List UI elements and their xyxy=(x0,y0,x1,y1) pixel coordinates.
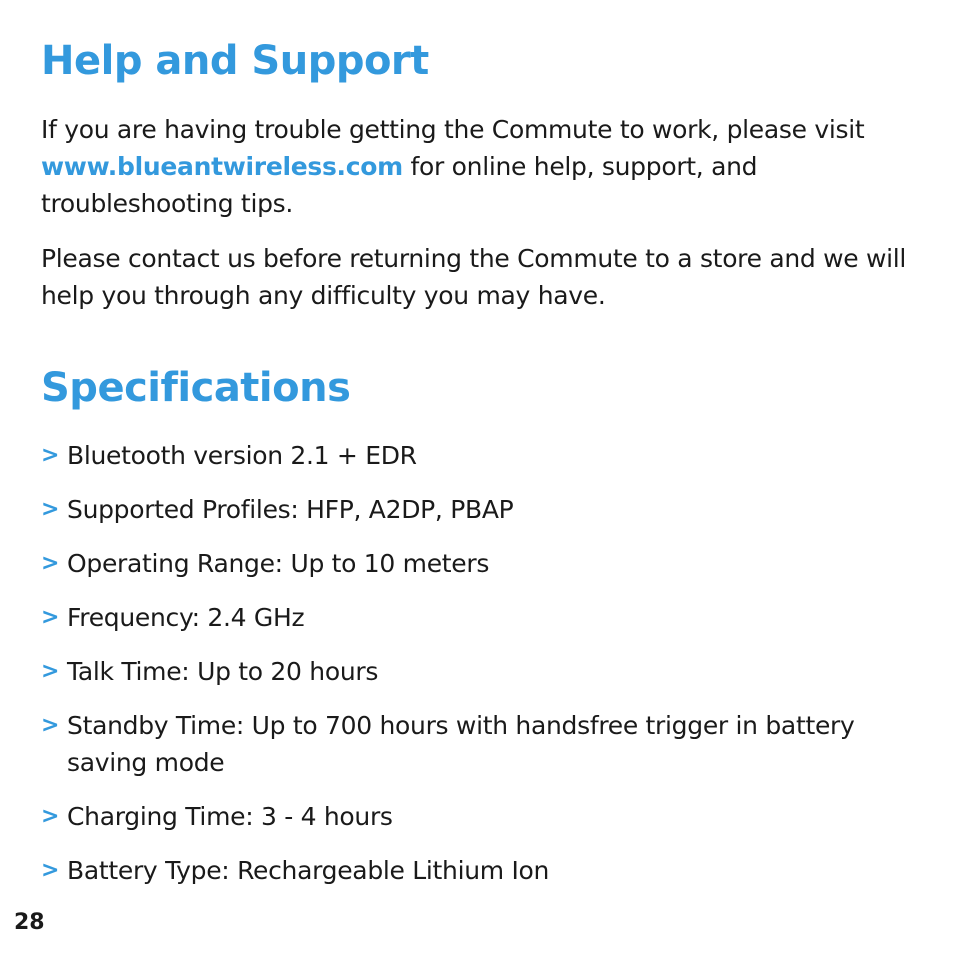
chevron-right-icon: > xyxy=(41,659,60,684)
chevron-right-icon: > xyxy=(41,858,60,883)
spec-item-text: Charging Time: 3 - 4 hours xyxy=(67,802,393,831)
page-number: 28 xyxy=(14,910,45,935)
help-paragraph-1 xyxy=(41,111,921,222)
spec-item-text: Bluetooth version 2.1 + EDR xyxy=(67,441,417,470)
spec-item-text: Battery Type: Rechargeable Lithium Ion xyxy=(67,856,550,885)
spec-item-charging-time xyxy=(41,798,931,835)
spec-item-talk-time xyxy=(41,653,931,690)
spec-item-frequency xyxy=(41,599,931,636)
specifications-list xyxy=(41,437,931,906)
chevron-right-icon: > xyxy=(41,713,60,738)
chevron-right-icon: > xyxy=(41,605,60,630)
spec-item-battery-type xyxy=(41,852,931,889)
help-and-support-heading: Help and Support xyxy=(41,38,429,84)
spec-item-text: Standby Time: Up to 700 hours with handsfree trigger in battery saving mode xyxy=(67,711,855,777)
help-paragraph-1-outro: for online help, support, and troubleshooting tips. xyxy=(41,152,758,218)
spec-item-supported-profiles xyxy=(41,491,931,528)
chevron-right-icon: > xyxy=(41,443,60,468)
spec-item-text: Supported Profiles: HFP, A2DP, PBAP xyxy=(67,495,514,524)
help-paragraph-2: Please contact us before returning the Commute to a store and we will help you through any difficulty you may have. xyxy=(41,244,907,310)
spec-item-text: Operating Range: Up to 10 meters xyxy=(67,549,490,578)
chevron-right-icon: > xyxy=(41,497,60,522)
spec-item-text: Frequency: 2.4 GHz xyxy=(67,603,305,632)
chevron-right-icon: > xyxy=(41,551,60,576)
help-paragraph-1-intro: If you are having trouble getting the Commute to work, please visit xyxy=(41,115,865,144)
spec-item-standby-time xyxy=(41,707,931,781)
spec-item-bluetooth-version xyxy=(41,437,931,474)
chevron-right-icon: > xyxy=(41,804,60,829)
support-website-link[interactable]: www.blueantwireless.com xyxy=(41,152,403,181)
spec-item-text: Talk Time: Up to 20 hours xyxy=(67,657,379,686)
specifications-heading: Specifications xyxy=(41,365,351,411)
spec-item-operating-range xyxy=(41,545,931,582)
